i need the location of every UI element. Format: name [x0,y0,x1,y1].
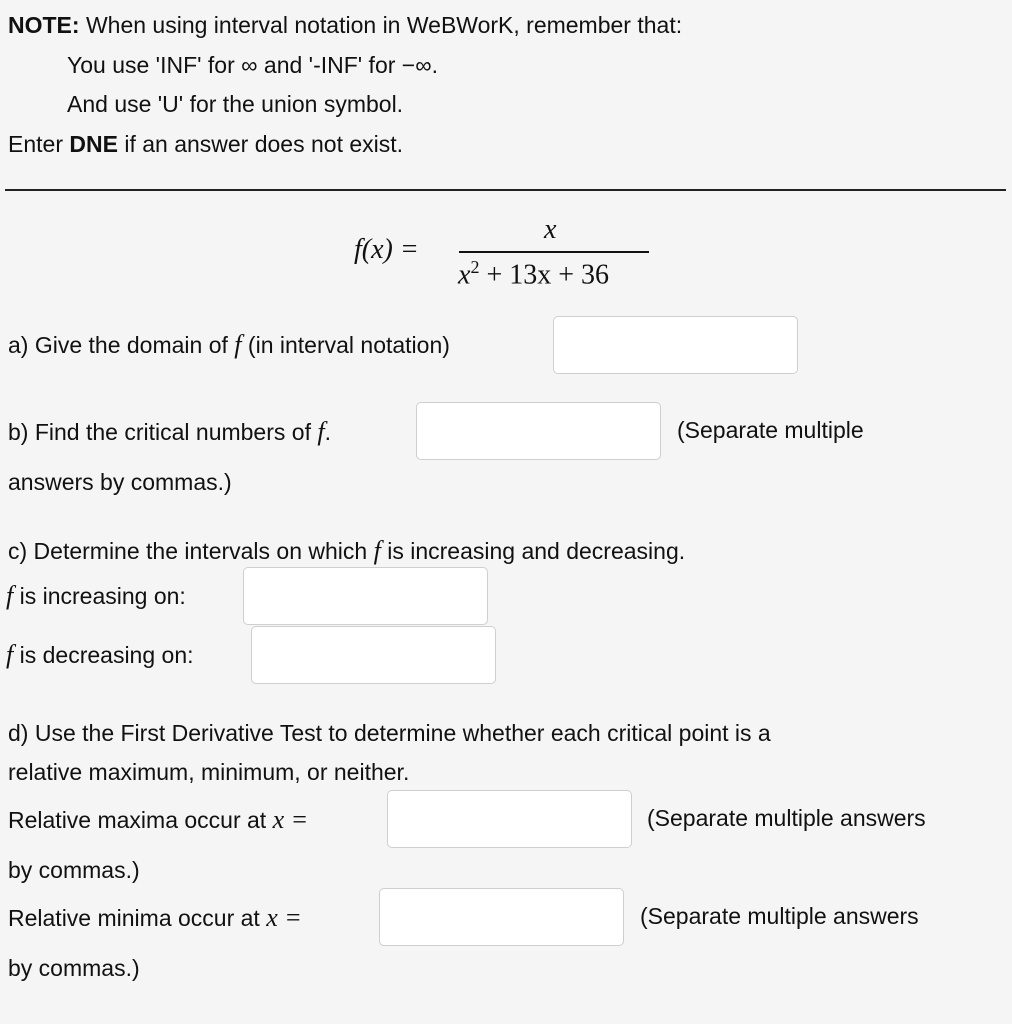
note-label: NOTE: [8,12,80,38]
minima-hint-cont: by commas.) [8,955,140,981]
critical-numbers-input[interactable] [416,402,661,460]
part-d-line-2: relative maximum, minimum, or neither. [8,759,410,785]
maxima-hint: (Separate multiple answers [647,805,926,831]
divider [5,189,1006,191]
note-line-1: NOTE: When using interval notation in WeBWorK, remember that: [8,12,683,38]
formula-numerator: x [544,214,557,245]
note-line-3: And use 'U' for the union symbol. [67,91,404,117]
relative-maxima-label: Relative maxima occur at x = [8,805,309,834]
decreasing-input[interactable] [251,626,496,684]
formula-denominator: $x^2 + 13x + 36$ [458,257,610,291]
note-line-4: Enter DNE if an answer does not exist. [8,131,404,157]
increasing-input[interactable] [243,567,488,625]
part-b-label: b) Find the critical numbers of f. [8,417,331,446]
decreasing-label: f is decreasing on: [6,640,194,669]
part-d-line-1: d) Use the First Derivative Test to determine whether each critical point is a [8,720,771,746]
domain-input[interactable] [553,316,798,374]
part-b-hint-cont: answers by commas.) [8,469,232,495]
part-c-label: c) Determine the intervals on which f is increasing and decreasing. [8,536,686,565]
part-a-label: a) Give the domain of f (in interval notation) [8,330,450,359]
relative-minima-input[interactable] [379,888,624,946]
relative-maxima-input[interactable] [387,790,632,848]
maxima-hint-cont: by commas.) [8,857,140,883]
formula-lhs: f(x) = [354,234,419,265]
fraction-bar [459,251,649,253]
note-line-2: You use 'INF' for ∞ and '-INF' for −∞. [67,52,439,78]
part-b-hint: (Separate multiple [677,417,864,443]
relative-minima-label: Relative minima occur at x = [8,903,302,932]
increasing-label: f is increasing on: [6,581,186,610]
minima-hint: (Separate multiple answers [640,903,919,929]
